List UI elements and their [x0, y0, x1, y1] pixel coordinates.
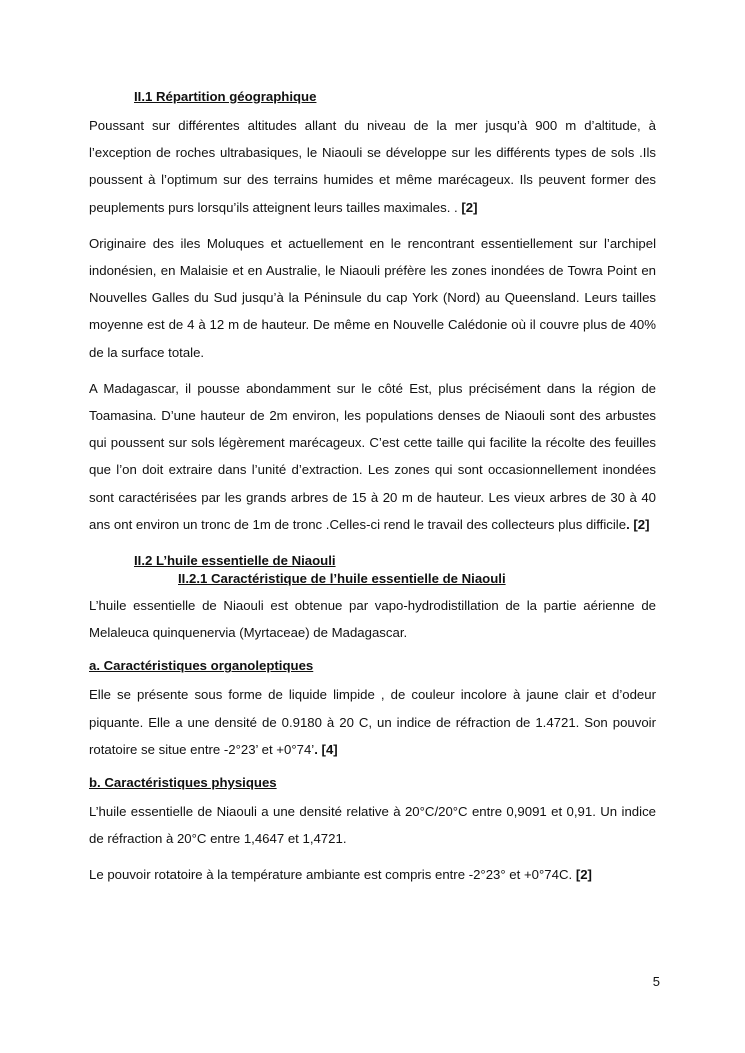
paragraph-text: Le pouvoir rotatoire à la température ambiante est compris entre -2°23° et +0°74C.	[89, 867, 573, 883]
paragraph-pouvoir-rotatoire	[89, 861, 656, 888]
subsection-heading-caracteristique: II.2.1 Caractéristique de l’huile essentielle de Niaouli	[178, 571, 506, 587]
paragraph-origine: Originaire des iles Moluques et actuellement en le rencontrant essentiellement sur l’archipel indonésien, en Malaisie et en Australie, le Niaouli préfère les zones inondées de Towra Point en Nouvelles Galles du Sud jusqu’à la Péninsule du cap York (Nord) au Queensland. Leurs tailles moyenne est de 4 à 12 m de hauteur. De même en Nouvelle Calédonie où il couvre plus de 40% de la surface totale.	[89, 235, 656, 360]
paragraph-text: Elle se présente sous forme de liquide limpide , de couleur incolore à jaune clair et d’odeur piquante. Elle a une densité de 0.9180 à 20 C, un indice de réfraction de 1.4721. Son pouvoir rotatoire se situe entre -2°23’ et +0°74’	[89, 687, 656, 757]
citation-ref: . [2]	[626, 516, 650, 532]
paragraph-text: Poussant sur différentes altitudes allant du niveau de la mer jusqu’à 900 m d’altitude, à l’exception de roches ultrabasiques, le Niaouli se développe sur les différents types de sols .Ils poussent à l’optimum sur des terrains humides et même marécageux. Ils peuvent former des peuplements purs lorsqu’ils atteignent leurs tailles maximales. .	[89, 118, 656, 215]
paragraph-organoleptiques	[89, 681, 656, 763]
heading-organoleptiques: a. Caractéristiques organoleptiques	[89, 658, 314, 674]
citation-ref: [2]	[575, 867, 592, 883]
citation-ref: [2]	[461, 199, 478, 215]
paragraph-obtention: L’huile essentielle de Niaouli est obtenue par vapo-hydrodistillation de la partie aérienne de Melaleuca quinquenervia (Myrtaceae) de Madagascar.	[89, 598, 656, 641]
section-heading-huile-essentielle: II.2 L’huile essentielle de Niaouli	[134, 553, 336, 569]
paragraph-densite: L’huile essentielle de Niaouli a une densité relative à 20°C/20°C entre 0,9091 et 0,91. Un indice de réfraction à 20°C entre 1,4647 et 1,4721.	[89, 804, 656, 847]
heading-physiques: b. Caractéristiques physiques	[89, 775, 277, 791]
paragraph-altitudes	[89, 112, 656, 221]
page-number: 5	[652, 974, 660, 989]
paragraph-text: A Madagascar, il pousse abondamment sur le côté Est, plus précisément dans la région de Toamasina. D’une hauteur de 2m environ, les populations denses de Niaouli sont des arbustes qui poussent sur sols légèrement marécageux. C’est cette taille qui facilite la récolte des feuilles que l’on doit extraire dans l’unité d’extraction. Les zones qui sont occasionnellement inondées sont caractérisées par les grands arbres de 15 à 20 m de hauteur. Les vieux arbres de 30 à 40 ans ont environ un tronc de 1m de tronc .Celles-ci rend le travail des collecteurs plus difficile	[89, 380, 656, 532]
paragraph-madagascar	[89, 375, 656, 538]
citation-ref: . [4]	[314, 741, 338, 757]
section-heading-repartition: II.1 Répartition géographique	[134, 89, 317, 104]
page-body	[89, 86, 656, 889]
